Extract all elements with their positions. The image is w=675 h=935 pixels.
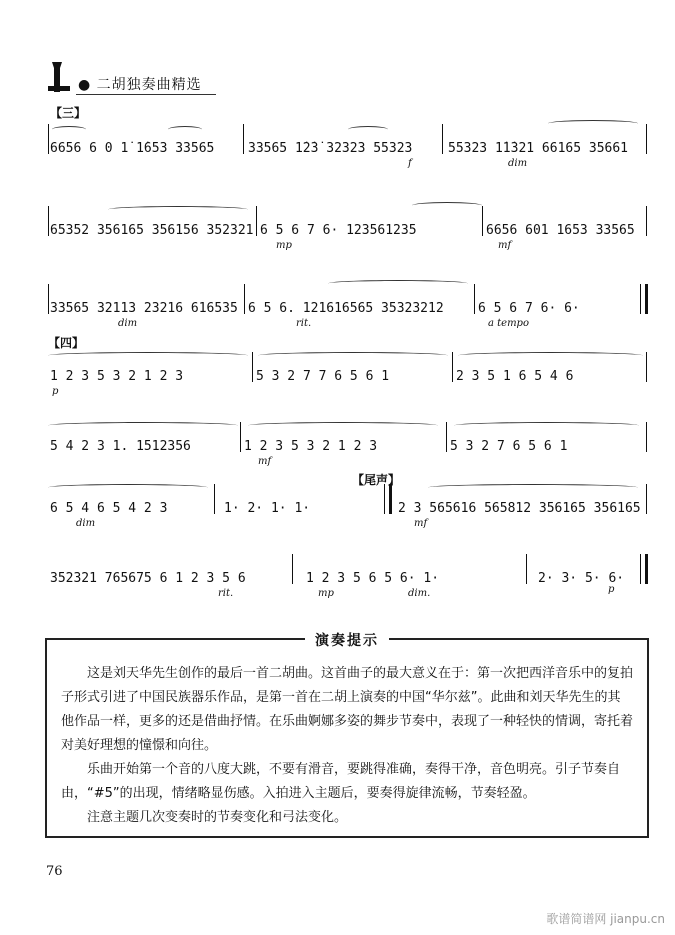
- dynamic-mark: f: [408, 158, 412, 169]
- slur: [454, 422, 639, 429]
- dynamic-mark: mp: [276, 240, 292, 251]
- slur: [548, 120, 638, 127]
- measure: 6 5 6. 121616565 35323212: [248, 301, 444, 316]
- measure: 2· 3· 5· 6·: [538, 571, 625, 586]
- measure: 1 2 3 5 3 2 1 2 3: [244, 439, 378, 454]
- measure: 2 3 5 1 6 5 4 6: [456, 369, 574, 384]
- dynamic-mark: rit.: [218, 588, 234, 599]
- barline: [442, 124, 443, 154]
- measure: 6 5 6 7 6· 6·: [478, 301, 580, 316]
- dynamic-mark: dim.: [408, 588, 431, 599]
- barline: [452, 352, 453, 382]
- left-barline: [48, 206, 49, 236]
- measure: 5 3 2 7 7 6 5 6 1: [256, 369, 390, 384]
- measure: 1 2 3 5 6 5 6· 1·: [306, 571, 440, 586]
- measure: 1 2 3 5 3 2 1 2 3: [50, 369, 184, 384]
- slur: [248, 422, 438, 429]
- barline: [244, 284, 245, 314]
- slur: [48, 484, 208, 491]
- slur: [48, 422, 238, 429]
- performance-tips-box: [45, 633, 649, 838]
- slur: [168, 126, 202, 133]
- dynamic-mark: dim: [76, 518, 96, 529]
- watermark: 歌谱简谱网 jianpu.cn: [546, 912, 665, 926]
- measure: 6656 601 1653 33565: [486, 223, 635, 238]
- score-row-4: [48, 358, 648, 397]
- score-row-2: [48, 212, 648, 251]
- section-label-coda: 【尾声】: [352, 473, 401, 487]
- score-row-1: [48, 130, 648, 169]
- dynamic-mark: a tempo: [488, 318, 529, 329]
- barline: [214, 484, 215, 514]
- slur: [428, 484, 638, 491]
- dynamic-mark: dim: [508, 158, 528, 169]
- header-bar: [78, 74, 202, 94]
- barline: [646, 124, 647, 154]
- dynamic-mark: mp: [318, 588, 334, 599]
- tips-paragraph-2: 乐曲开始第一个音的八度大跳，不要有滑音，要跳得准确，奏得干净，音色明亮。引子节奏自由，“#5”的出现，情绪略显伤感。入拍进入主题后，要奏得旋律流畅，节奏轻盈。: [61, 762, 621, 801]
- score-row-3: [48, 290, 648, 329]
- dynamic-mark: rit.: [296, 318, 312, 329]
- slur: [52, 126, 86, 133]
- end-barline: [640, 284, 648, 314]
- left-barline: [48, 284, 49, 314]
- measure: 1· 2· 1· 1·: [224, 501, 311, 516]
- slur: [412, 202, 482, 209]
- dynamic-mark: p: [52, 386, 59, 397]
- barline: [243, 124, 244, 154]
- barline: [252, 352, 253, 382]
- measure: 6656 6 0 1̇ 1̇653 33565: [50, 141, 215, 156]
- tips-title-wrapper: [47, 630, 647, 650]
- measure: 33565 32113 23216 616535: [50, 301, 238, 316]
- measure: 33565 1̇2̇3̇ 32323 55323: [248, 141, 413, 156]
- bullet-icon: ●: [78, 77, 92, 93]
- slur: [458, 352, 643, 359]
- dynamic-mark: dim: [118, 318, 138, 329]
- barline: [474, 284, 475, 314]
- barline: [240, 422, 241, 452]
- slur: [258, 352, 448, 359]
- barline: [256, 206, 257, 236]
- barline: [292, 554, 293, 584]
- slur: [328, 280, 468, 287]
- book-title: 二胡独奏曲精选: [96, 77, 202, 93]
- barline: [646, 352, 647, 382]
- barline: [482, 206, 483, 236]
- tips-paragraph-3: 注意主题几次变奏时的节奏变化和弓法变化。: [87, 810, 348, 825]
- slur: [348, 126, 388, 133]
- barline: [646, 206, 647, 236]
- dynamic-mark: mf: [414, 518, 428, 529]
- measure: 6 5 4 6 5 4 2 3: [50, 501, 168, 516]
- score-row-5: [48, 428, 648, 467]
- measure: 5 4 2 3 1. 1512356: [50, 439, 191, 454]
- header-ornament: [44, 58, 74, 96]
- barline: [646, 422, 647, 452]
- measure: 352321 765675 6 1 2 3 5 6: [50, 571, 246, 586]
- tips-title: 演奏提示: [305, 633, 389, 649]
- score-row-7: [48, 560, 648, 599]
- score-row-6: [48, 490, 648, 529]
- section-label-four: 【四】: [48, 336, 85, 350]
- end-barline: [640, 554, 648, 584]
- measure: 2 3 565616 565812 356165 356165: [398, 501, 641, 516]
- barline: [526, 554, 527, 584]
- dynamic-mark: mf: [258, 456, 272, 467]
- slur: [108, 206, 248, 213]
- section-label-three: 【三】: [50, 106, 87, 120]
- dynamic-mark: mf: [498, 240, 512, 251]
- header-underline: [76, 94, 216, 95]
- measure: 65352 356165 356156 352321: [50, 223, 254, 238]
- double-barline: [384, 484, 392, 514]
- slur: [48, 352, 248, 359]
- left-barline: [48, 124, 49, 154]
- barline: [446, 422, 447, 452]
- measure: 6 5 6 7 6· 123561235: [260, 223, 417, 238]
- tips-paragraph-1: 这是刘天华先生创作的最后一首二胡曲。这首曲子的最大意义在于：第一次把西洋音乐中的复拍子形式引进了中国民族器乐作品，是第一首在二胡上演奏的中国“华尔兹”。此曲和刘天华先生的其他作品一样，更多的还是借曲抒情。在乐曲婀娜多姿的舞步节奏中，表现了一种轻快的情调，寄托着对美好理想的憧憬和向往。: [61, 666, 634, 753]
- measure: 5 3 2 7 6 5 6 1: [450, 439, 568, 454]
- barline: [646, 484, 647, 514]
- page-number: 76: [46, 864, 63, 879]
- measure: 55323 1̇1̇321 66165 35661: [448, 141, 629, 156]
- dynamic-mark: p: [608, 584, 615, 595]
